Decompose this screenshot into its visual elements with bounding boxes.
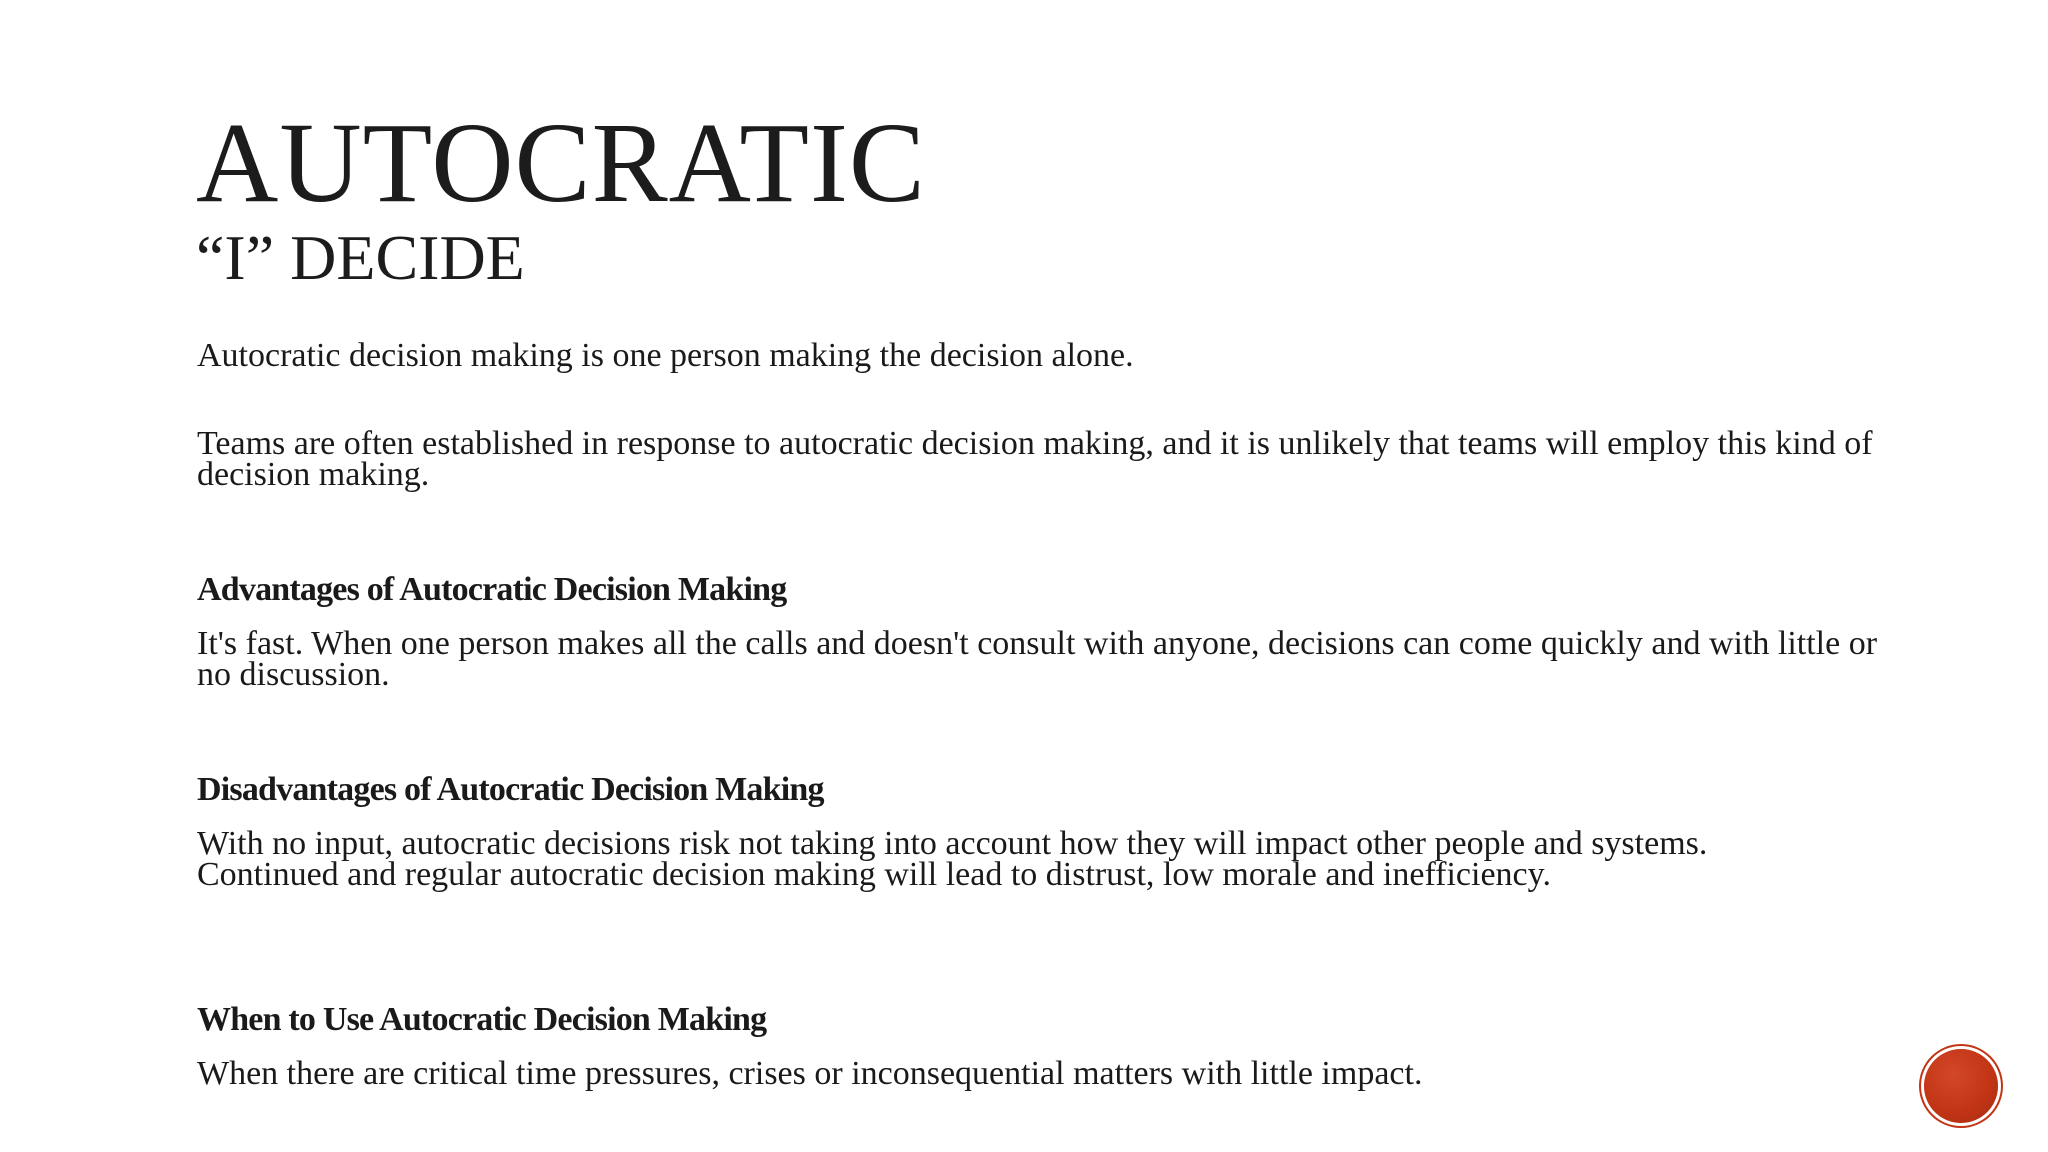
red-circle-icon[interactable] bbox=[1924, 1049, 1998, 1123]
disadvantages-heading: Disadvantages of Autocratic Decision Making bbox=[197, 771, 824, 808]
slide-title: AUTOCRATIC bbox=[196, 99, 926, 226]
disadvantages-text: With no input, autocratic decisions risk not taking into account how they will impact other people and systems. Continued and regular autocratic decision making will lead to distrust, low morale and inefficiency. bbox=[197, 825, 1708, 893]
intro-paragraph: Autocratic decision making is one person making the decision alone. bbox=[197, 337, 1134, 374]
advantages-text: It's fast. When one person makes all the calls and doesn't consult with anyone, decisions can come quickly and with little or no discussion. bbox=[197, 625, 1878, 693]
teams-paragraph: Teams are often established in response to autocratic decision making, and it is unlikely that teams will employ this kind of decision making. bbox=[197, 425, 1873, 493]
when-to-use-text: When there are critical time pressures, crises or inconsequential matters with little impact. bbox=[197, 1055, 1423, 1092]
slide-subtitle: “I” DECIDE bbox=[196, 222, 525, 293]
advantages-heading: Advantages of Autocratic Decision Making bbox=[197, 571, 787, 608]
when-to-use-heading: When to Use Autocratic Decision Making bbox=[197, 1001, 767, 1038]
